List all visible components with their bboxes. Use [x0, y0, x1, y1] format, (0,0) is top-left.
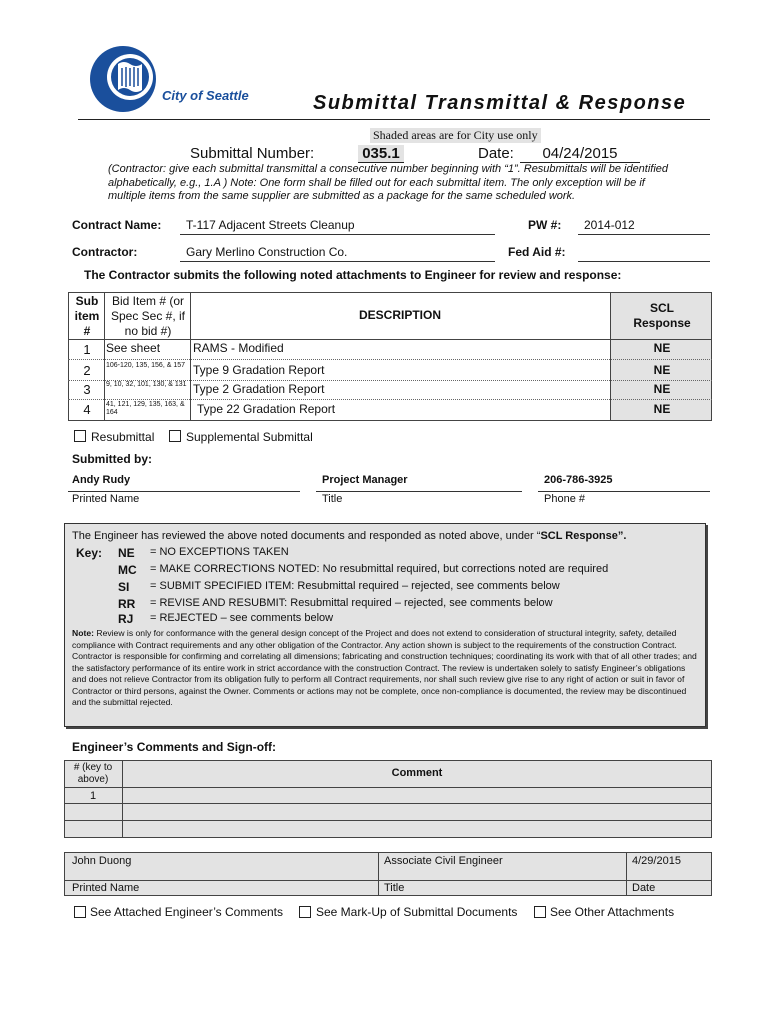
col-sub-header: Sub item # — [74, 294, 100, 338]
key-text: = SUBMIT SPECIFIED ITEM: Resubmittal required – rejected, see comments below — [150, 580, 560, 592]
submittal-number[interactable]: 035.1 — [358, 145, 404, 163]
note-label: Note: — [72, 628, 94, 638]
col-comment-header: Comment — [391, 767, 443, 779]
supplemental-label: Supplemental Submittal — [186, 430, 313, 444]
fed-aid-line — [578, 261, 710, 262]
submitter-title[interactable]: Project Manager — [322, 474, 408, 486]
signoff-title[interactable]: Associate Civil Engineer — [384, 855, 503, 867]
resubmittal-checkbox[interactable] — [74, 430, 86, 442]
contract-name-line — [180, 234, 495, 235]
col-desc-header: DESCRIPTION — [358, 308, 441, 322]
key-code: SI — [118, 580, 130, 594]
review-note — [72, 628, 698, 709]
comments-heading: Engineer’s Comments and Sign-off: — [72, 740, 277, 754]
contractor-label: Contractor: — [72, 245, 138, 259]
city-logo — [88, 44, 158, 114]
pw-label: PW #: — [528, 218, 562, 232]
other-attachments-checkbox[interactable] — [534, 906, 546, 918]
contract-name-label: Contract Name: — [72, 218, 162, 232]
contractor-name[interactable]: Gary Merlino Construction Co. — [186, 245, 348, 259]
submitter-title-line — [316, 491, 522, 492]
col-scl-header: SCL Response — [633, 301, 691, 330]
markup-label: See Mark-Up of Submittal Documents — [316, 905, 518, 919]
org-name: City of Seattle — [162, 88, 249, 103]
other-attachments-label: See Other Attachments — [550, 905, 675, 919]
note-text: Review is only for conformance with the general design concept of the Project and does not extend to consideration of structural integrity, safety, detailed compliance with Contract requirements and any other obligation of the Contractor. Any action shown is subject to the requirements of the construction Contract. Contractor is responsible for confirming and correlating all dimensions; fabricating and construction techniques; coordinating its work with that of all other trades; and the satisfactory performance of its entire work in strict accordance with the construction Contract. The review is undertaken solely to satisfy Engineer’s obligations and does not relieve Contractor from its obligation fully to perform all Contract requirements, nor shall such review give rise to any right of action or suit in favor of Contractor or third persons, against the Owner. Comments or actions may not be complete, once non-compliance is documented, the review may be discontinued and the submittal rejected. — [72, 628, 697, 707]
pw-number[interactable]: 2014-012 — [584, 218, 635, 232]
row-scl: NE — [653, 402, 671, 416]
key-text: = MAKE CORRECTIONS NOTED: No resubmittal required, but corrections noted are required — [150, 563, 609, 575]
signoff-date-caption: Date — [632, 882, 656, 894]
row-desc: Type 22 Gradation Report — [197, 402, 336, 416]
key-code: RJ — [118, 612, 134, 626]
attached-comments-label: See Attached Engineer’s Comments — [90, 905, 284, 919]
key-text: = REJECTED – see comments below — [150, 612, 334, 624]
submittal-date[interactable]: 04/24/2015 — [520, 145, 640, 163]
submitter-name[interactable]: Andy Rudy — [72, 474, 131, 486]
signoff-name[interactable]: John Duong — [72, 855, 132, 867]
submitter-name-line — [68, 491, 300, 492]
key-code: RR — [118, 597, 136, 611]
col-key-header-text: # (key to above) — [73, 762, 113, 785]
row-sub: 3 — [83, 382, 91, 397]
signoff-date[interactable]: 4/29/2015 — [632, 855, 681, 867]
submittal-number-label: Submittal Number: — [190, 145, 315, 162]
comment-key[interactable]: 1 — [89, 790, 97, 802]
col-key-header — [64, 762, 122, 786]
key-label: Key: — [76, 546, 103, 560]
review-intro — [72, 530, 626, 542]
title-caption: Title — [322, 493, 343, 505]
instructions: (Contractor: give each submittal transmittal a consecutive number beginning with “1”. Resubmittals will be identified alphabetically, e.g., 1.A ) Note: One form shall be filled out for each submittal item. The only exception will be if multiple items from the same supplier are submitted as a package for the same scheduled work. — [108, 163, 669, 202]
review-intro-bold: SCL Response”. — [540, 530, 627, 542]
submitter-phone[interactable]: 206-786-3925 — [544, 474, 613, 486]
submitted-by-heading: Submitted by: — [72, 452, 152, 466]
col-bid-header: Bid Item # (or Spec Sec #, if no bid #) — [110, 294, 186, 338]
row-bid: 9, 10, 32, 101, 130, & 131 — [106, 381, 187, 388]
attached-comments-checkbox[interactable] — [74, 906, 86, 918]
row-desc: Type 2 Gradation Report — [193, 382, 325, 396]
row-bid: 41, 121, 129, 135, 163, & 164 — [106, 401, 185, 416]
page-title: Submittal Transmittal & Response — [313, 92, 687, 114]
review-intro-text: The Engineer has reviewed the above noted documents and responded as noted above, under “ — [72, 530, 541, 542]
pw-line — [578, 234, 710, 235]
supplemental-checkbox[interactable] — [169, 430, 181, 442]
phone-caption: Phone # — [544, 493, 585, 505]
row-bid: See sheet — [106, 341, 161, 355]
shaded-note: Shaded areas are for City use only — [370, 128, 541, 143]
row-desc: RAMS - Modified — [193, 341, 284, 355]
signoff-name-caption: Printed Name — [72, 882, 140, 894]
fed-aid-label: Fed Aid #: — [508, 245, 566, 259]
row-scl: NE — [653, 363, 671, 377]
markup-checkbox[interactable] — [299, 906, 311, 918]
resubmittal-label: Resubmittal — [91, 430, 155, 444]
printed-name-caption: Printed Name — [72, 493, 140, 505]
signoff-title-caption: Title — [384, 882, 405, 894]
attachments-heading: The Contractor submits the following noted attachments to Engineer for review and response: — [84, 268, 622, 282]
contract-name[interactable]: T-117 Adjacent Streets Cleanup — [186, 218, 355, 232]
row-scl: NE — [653, 382, 671, 396]
row-sub: 1 — [83, 342, 91, 357]
row-desc: Type 9 Gradation Report — [193, 363, 325, 377]
contractor-line — [180, 261, 495, 262]
row-scl: NE — [653, 341, 671, 355]
key-text: = NO EXCEPTIONS TAKEN — [150, 546, 289, 558]
submitter-phone-line — [538, 491, 710, 492]
key-code: NE — [118, 546, 135, 560]
row-bid: 106-120, 135, 156, & 157 — [106, 362, 186, 369]
row-sub: 4 — [83, 402, 91, 417]
key-text: = REVISE AND RESUBMIT: Resubmittal required – rejected, see comments below — [150, 597, 553, 609]
header-rule — [78, 119, 710, 120]
row-sub: 2 — [83, 363, 91, 378]
date-label: Date: — [478, 145, 514, 162]
key-code: MC — [118, 563, 137, 577]
